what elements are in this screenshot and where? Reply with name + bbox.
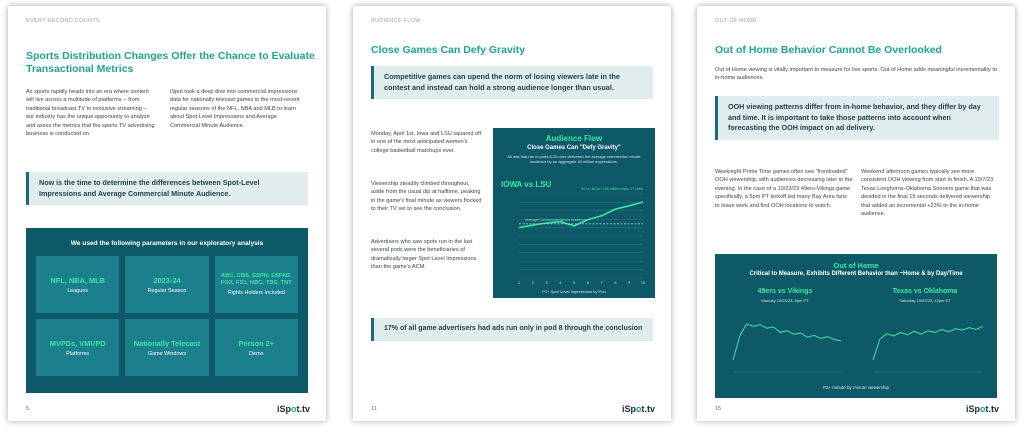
intro-text: Out of Home viewing is vitally important to measure for live sports. Out of Home adds meaningful incrementality to in-home audiences. [715, 67, 997, 82]
tile-season: 2023-24 Regular Season [125, 256, 208, 313]
ooh-subheading: Critical to Measure, Exhibits Different Behavior than ~Home & by Day/Time [749, 271, 963, 277]
page-number: 11 [371, 406, 377, 412]
callout: OOH viewing patterns differ from in-home behavior, and they differ by day and time. It is important to take those patterns into account when forecasting the OOH impact on ad delivery. [715, 96, 999, 140]
page-title: Close Games Can Defy Gravity [371, 44, 526, 56]
viewership-line [733, 324, 841, 360]
tile-platforms: MVPDs, VMVPD Platforms [36, 319, 119, 376]
series-label: Average Commercial Minute Audience [525, 217, 587, 222]
tile-game-windows: Nationally Telecast Game Windows [125, 319, 208, 376]
ooh-line-charts [715, 254, 997, 398]
page-number: 15 [715, 406, 722, 412]
body-column-1: As sports rapidly heads into an era where content will live across a multitude of platforms -- from traditional broadcast TV to exclusive streaming -- our industry has the unique opportunity to analyze and asses the metrics that the sports TV advertising business is conducted on. [26, 89, 155, 138]
page-number: 5 [26, 406, 30, 412]
x-tick-label: 6 [586, 281, 589, 285]
page-title: Out of Home Behavior Cannot Be Overlooked [715, 44, 942, 56]
section-label: EVERY SECOND COUNTS [26, 18, 100, 24]
section-label: OUT OF HOME [715, 18, 758, 24]
tile-demo: Person 2+ Demo [215, 319, 298, 376]
x-tick-label: 5 [573, 281, 576, 285]
paragraph-1: Monday, April 1st, Iowa and LSU squared off in one of the most anticipated women's college basketball matchups ever. [371, 131, 482, 154]
callout-2: 17% of all game advertisers had ads run only in pod 8 through the conclusion [371, 318, 653, 341]
body-column-2: iSpot took a deep dive into commercial impressions data for nationally telecast games in the most-recent regular seasons of the NFL, NBA and MLB to learn about Spot-Level Impressions and Average Commercial Minute Audience. [170, 89, 300, 129]
page-11 [353, 6, 671, 421]
body-column-1: Weeknight Prime Time games often see "frontloaded" OOH viewership, with audiences decreasing later in the evening. In the case of a 10/23/23 49ers-Vikings game specifically, a 5pm PT kickoff led many Bay Area fans to leave work and find OOH locations to watch. [715, 169, 853, 209]
parameters-heading: We used the following parameters in our exploratory analysis [70, 240, 264, 247]
out-of-home-chart [715, 254, 997, 398]
x-tick-label: 9 [628, 281, 631, 285]
chart-note: All ads that ran in pods 8-10 over delivered the average commercial minute audience by an aggregate 43 million impressions. [507, 154, 641, 164]
paragraph-2: Viewership steadily climbed throughout, aside from the usual dip at halftime, peaking in the game's final minute as viewers flocked to their TV set to see the conclusion. [371, 181, 482, 213]
page-5 [8, 6, 326, 421]
game-1-date: Monday 10/23/23, 5pm PT [761, 298, 809, 303]
ispot-logo: iSpot.tv [621, 404, 655, 414]
section-label: AUDIENCE FLOW [371, 18, 421, 24]
audience-flow-chart [493, 128, 655, 298]
paragraph-3: Advertisers who saw spots run in the last several pods were the beneficiaries of dramatically larger Spot Level Impressions than the game's ACM. [371, 239, 477, 271]
chart-heading: Audience Flow [545, 134, 603, 143]
parameters-grid [36, 256, 298, 376]
parameters-panel [26, 228, 308, 393]
x-tick-label: 7 [600, 281, 603, 285]
x-tick-label: 4 [559, 281, 562, 285]
iowa-lsu-line-chart [493, 128, 655, 298]
game-2-title: Texas vs Oklahoma [892, 288, 958, 295]
chart-x-label: P2+ Spot Level Impressions by Pod [542, 289, 606, 294]
callout: Competitive games can upend the norm of losing viewers late in the contest and instead can hold a strong audience longer than usual. [371, 66, 653, 99]
ispot-logo: iSpot.tv [965, 404, 999, 414]
page-15 [697, 6, 1015, 421]
annotation-label: 92 vs. ACM= +43 million imps, 17 units [581, 187, 643, 191]
game-2-date: Saturday 10/07/23, 12pm ET [899, 298, 951, 303]
x-tick-label: 2 [531, 281, 534, 285]
game-1-title: 49ers vs Vikings [757, 288, 813, 295]
tile-rights-holders: ABC, CBS, ESPN, ESPN2, FOX, FS1, NBC, TBS, TNT Rights Holders Included [215, 256, 298, 313]
page-title: Sports Distribution Changes Offer the Chance to Evaluate Transactional Metrics [26, 50, 315, 75]
ooh-heading: Out of Home [833, 261, 879, 270]
callout: Now is the time to determine the differences between Spot-Level Impressions and Average Commercial Minute Audience. [26, 172, 308, 205]
x-tick-label: 10 [641, 281, 645, 285]
ispot-logo: iSpot.tv [276, 404, 310, 414]
chart-subheading: Close Games Can "Defy Gravity" [527, 145, 621, 151]
x-tick-label: 3 [545, 281, 548, 285]
tile-leagues: NFL, NBA, MLB Leagues [36, 256, 119, 313]
viewership-line [873, 326, 983, 360]
matchup-label: IOWA vs LSU [501, 180, 552, 189]
x-tick-label: 8 [614, 281, 617, 285]
ooh-x-label: P2+ minute by minute viewership [822, 385, 890, 390]
body-column-2: Weekend afternoon games typically see more consistent OOH viewing from start to finish. A 10/7/23 Texas Longhorns-Oklahoma Sooners game that was decided in the final 15 seconds delivered viewership that added an incremental +23% to the in-home audience. [861, 169, 994, 218]
x-tick-label: 1 [518, 281, 520, 285]
